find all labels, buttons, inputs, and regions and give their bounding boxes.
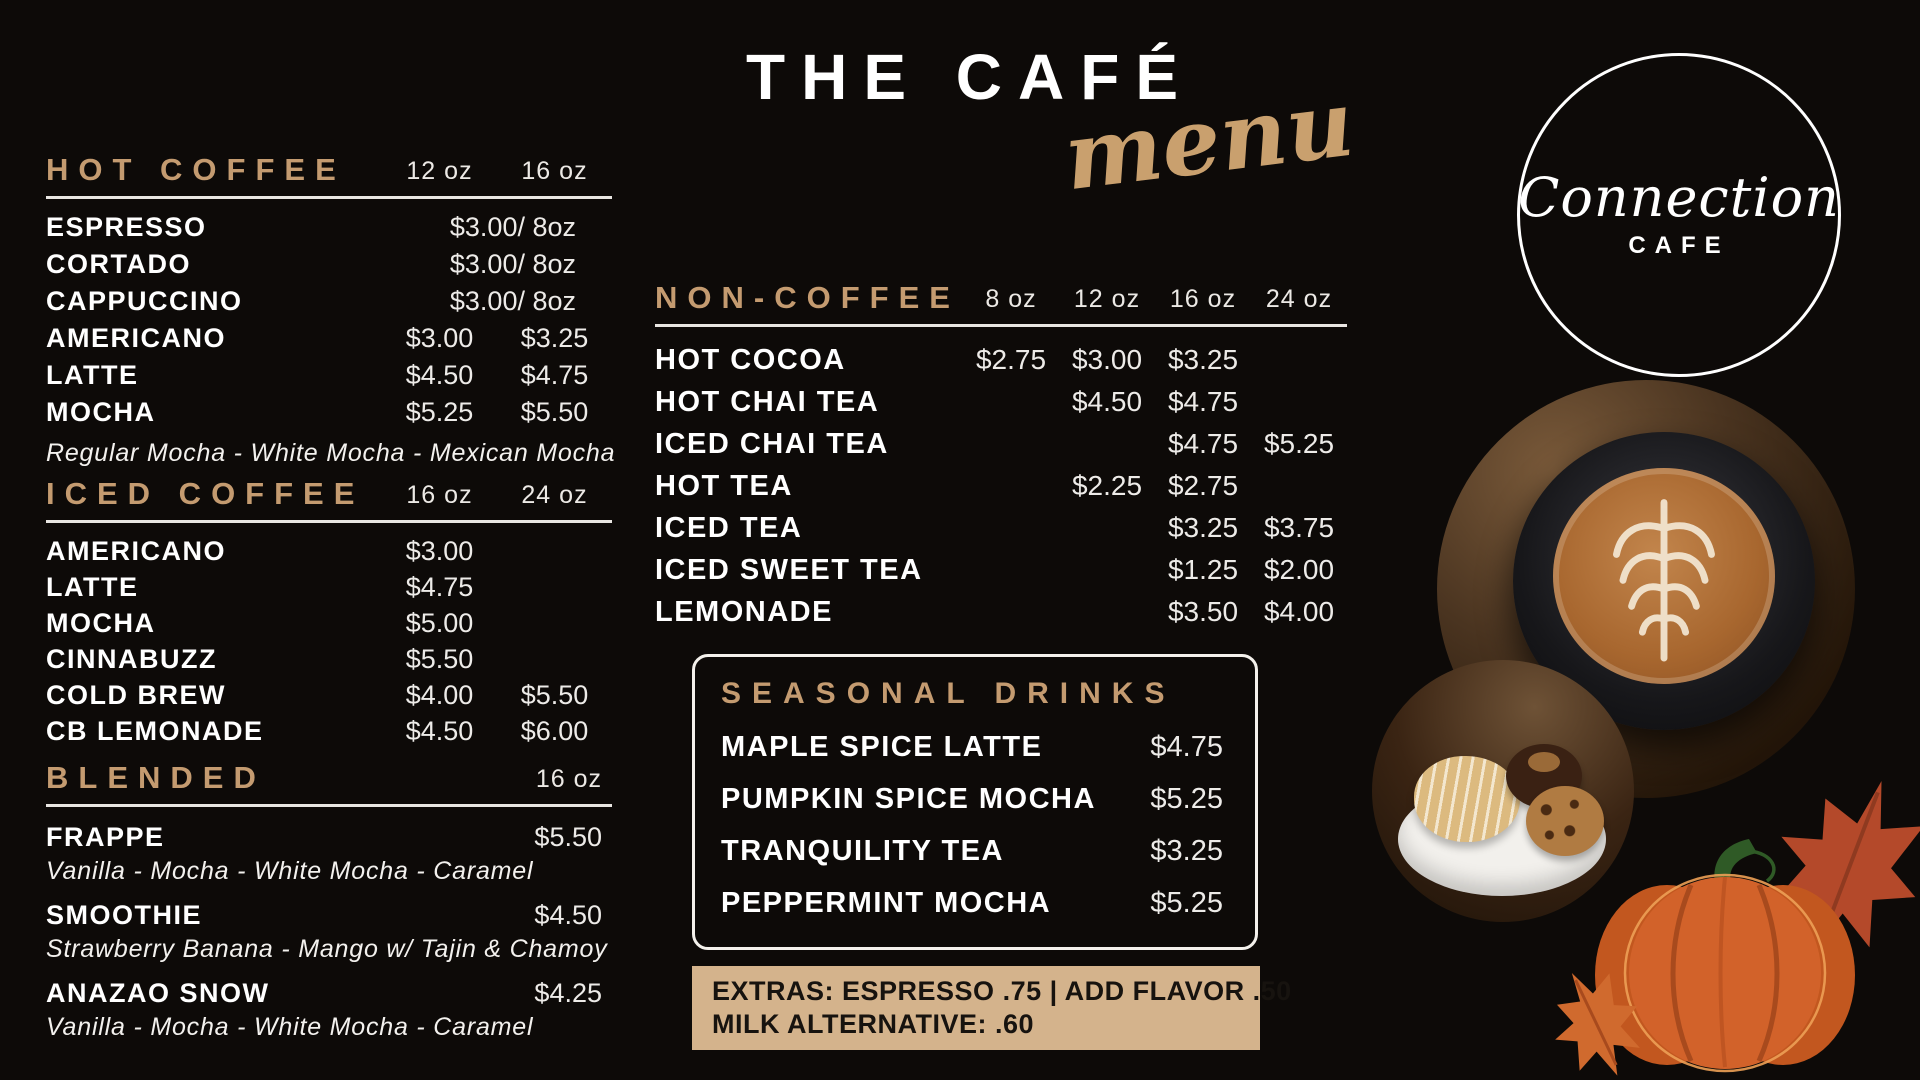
section-hot-coffee bbox=[46, 152, 616, 469]
item-price-24oz: $3.75 bbox=[1263, 512, 1335, 543]
divider bbox=[46, 804, 612, 807]
item-name: HOT CHAI TEA bbox=[655, 385, 880, 418]
divider bbox=[655, 324, 1347, 327]
item-price-16oz: $4.75 bbox=[1167, 386, 1239, 417]
item-price: $5.25 bbox=[1150, 886, 1223, 919]
item-price: $3.00/ 8oz bbox=[449, 286, 576, 316]
item-name: LATTE bbox=[46, 571, 139, 602]
page-title: THE CAFÉ bbox=[746, 41, 1194, 113]
item-price: $4.50 bbox=[534, 899, 602, 930]
item-price: $3.00/ 8oz bbox=[449, 249, 576, 279]
menu-item-row bbox=[46, 975, 612, 1011]
hot-coffee-items bbox=[46, 209, 612, 431]
item-name: SMOOTHIE bbox=[46, 899, 203, 930]
logo-tagline: CAFE bbox=[1628, 232, 1730, 260]
seasonal-drinks-box bbox=[692, 654, 1258, 950]
section-iced-coffee bbox=[46, 476, 612, 749]
menu-item-row bbox=[46, 819, 612, 855]
menu-item-row bbox=[721, 721, 1229, 773]
item-name: ICED CHAI TEA bbox=[655, 427, 889, 460]
divider bbox=[46, 196, 612, 199]
item-price-12oz: $4.50 bbox=[405, 360, 474, 390]
item-name: AMERICANO bbox=[46, 323, 226, 353]
size-label-16oz: 16 oz bbox=[406, 481, 473, 509]
item-price-16oz: $5.50 bbox=[520, 397, 589, 427]
item-name: PUMPKIN SPICE MOCHA bbox=[721, 782, 1096, 815]
item-price-16oz: $3.25 bbox=[1167, 512, 1239, 543]
item-price-24oz: $4.00 bbox=[1263, 596, 1335, 627]
hot-coffee-header bbox=[46, 152, 612, 188]
size-label-12oz: 12 oz bbox=[406, 157, 473, 185]
hot-coffee-title: HOT COFFEE bbox=[46, 152, 346, 187]
section-non-coffee bbox=[655, 280, 1347, 633]
menu-item-row bbox=[655, 423, 1347, 465]
item-name: MOCHA bbox=[46, 607, 156, 638]
item-name: MAPLE SPICE LATTE bbox=[721, 730, 1043, 763]
menu-item-row bbox=[721, 773, 1229, 825]
menu-item-row bbox=[655, 465, 1347, 507]
item-name: FRAPPE bbox=[46, 821, 165, 852]
item-name: CORTADO bbox=[46, 249, 191, 279]
item-price-16oz: $2.75 bbox=[1167, 470, 1239, 501]
divider bbox=[46, 520, 612, 523]
menu-item-row bbox=[46, 283, 612, 320]
item-name: CAPPUCCINO bbox=[46, 286, 243, 316]
blended-header bbox=[46, 760, 612, 796]
item-price-16oz: $4.50 bbox=[405, 715, 474, 746]
item-price-16oz: $4.75 bbox=[405, 571, 474, 602]
menu-item-row bbox=[655, 591, 1347, 633]
non-coffee-items bbox=[655, 339, 1347, 633]
non-coffee-title: NON-COFFEE bbox=[655, 280, 960, 315]
frappe-flavors-note: Vanilla - Mocha - White Mocha - Caramel bbox=[46, 857, 534, 885]
size-label-8oz: 8 oz bbox=[985, 285, 1037, 313]
menu-item-row bbox=[46, 209, 612, 246]
item-name: ICED TEA bbox=[655, 511, 803, 544]
item-name: PEPPERMINT MOCHA bbox=[721, 886, 1052, 919]
item-price: $5.25 bbox=[1150, 782, 1223, 815]
item-price: $4.75 bbox=[1150, 730, 1223, 763]
menu-item-row bbox=[46, 641, 612, 677]
item-price-12oz: $4.50 bbox=[1071, 386, 1143, 417]
iced-coffee-items bbox=[46, 533, 612, 749]
item-name: COLD BREW bbox=[46, 679, 226, 710]
item-price-16oz: $3.25 bbox=[1167, 344, 1239, 375]
menu-item-row bbox=[655, 339, 1347, 381]
size-label-16oz: 16 oz bbox=[1169, 285, 1237, 313]
item-price-24oz: $5.25 bbox=[1263, 428, 1335, 459]
anazao-flavors-note: Vanilla - Mocha - White Mocha - Caramel bbox=[46, 1013, 534, 1041]
item-name: CB LEMONADE bbox=[46, 715, 264, 746]
menu-script-word: menu bbox=[1058, 68, 1360, 212]
item-price-16oz: $5.50 bbox=[405, 643, 474, 674]
menu-item-row bbox=[46, 713, 612, 749]
menu-item-row bbox=[721, 825, 1229, 877]
menu-item-row bbox=[46, 394, 612, 431]
extras-line-1: EXTRAS: ESPRESSO .75 | ADD FLAVOR .50 bbox=[712, 976, 1292, 1006]
scone bbox=[1414, 756, 1520, 842]
iced-coffee-header bbox=[46, 476, 612, 512]
item-name: HOT TEA bbox=[655, 469, 793, 502]
extras-panel bbox=[692, 966, 1292, 1050]
item-price-16oz: $4.75 bbox=[520, 360, 589, 390]
size-label-24oz: 24 oz bbox=[521, 481, 588, 509]
item-name: ESPRESSO bbox=[46, 212, 207, 242]
menu-item-row bbox=[46, 320, 612, 357]
item-price-16oz: $3.50 bbox=[1167, 596, 1239, 627]
item-name: AMERICANO bbox=[46, 535, 226, 566]
extras-line-2: MILK ALTERNATIVE: .60 bbox=[712, 1009, 1035, 1039]
menu-item-row bbox=[655, 549, 1347, 591]
non-coffee-header bbox=[655, 280, 1347, 316]
item-name: LEMONADE bbox=[655, 595, 833, 628]
logo-name: Connection bbox=[1518, 165, 1840, 229]
item-price: $4.25 bbox=[534, 977, 602, 1008]
mocha-flavors-note: Regular Mocha - White Mocha - Mexican Mocha bbox=[46, 439, 616, 467]
size-label-16oz: 16 oz bbox=[535, 765, 602, 793]
size-label-16oz: 16 oz bbox=[521, 157, 588, 185]
item-name: ICED SWEET TEA bbox=[655, 553, 923, 586]
item-price-16oz: $1.25 bbox=[1167, 554, 1239, 585]
item-name: HOT COCOA bbox=[655, 343, 846, 376]
menu-item-row bbox=[46, 677, 612, 713]
item-price-24oz: $6.00 bbox=[520, 715, 589, 746]
smoothie-flavors-note: Strawberry Banana - Mango w/ Tajin & Chamoy bbox=[46, 935, 608, 963]
menu-item-row bbox=[655, 381, 1347, 423]
item-price-24oz: $2.00 bbox=[1263, 554, 1335, 585]
item-name: LATTE bbox=[46, 360, 139, 390]
item-price-12oz: $5.25 bbox=[405, 397, 474, 427]
item-price-12oz: $2.25 bbox=[1071, 470, 1143, 501]
menu-item-row bbox=[46, 246, 612, 283]
menu-item-row bbox=[721, 877, 1229, 929]
size-label-12oz: 12 oz bbox=[1073, 285, 1141, 313]
menu-item-row bbox=[46, 605, 612, 641]
item-price-16oz: $3.25 bbox=[520, 323, 589, 353]
item-name: CINNABUZZ bbox=[46, 643, 217, 674]
item-price: $3.25 bbox=[1150, 834, 1223, 867]
item-price-8oz: $2.75 bbox=[975, 344, 1047, 375]
item-price-24oz: $5.50 bbox=[520, 679, 589, 710]
seasonal-title: SEASONAL DRINKS bbox=[721, 677, 1176, 710]
item-price-12oz: $3.00 bbox=[1071, 344, 1143, 375]
item-price-12oz: $3.00 bbox=[405, 323, 474, 353]
item-name: MOCHA bbox=[46, 397, 156, 427]
blended-title: BLENDED bbox=[46, 760, 266, 795]
size-label-24oz: 24 oz bbox=[1265, 285, 1333, 313]
menu-item-row bbox=[46, 897, 612, 933]
item-name: TRANQUILITY TEA bbox=[721, 834, 1004, 867]
latte-rosetta-icon bbox=[1553, 468, 1775, 684]
pumpkin-and-leaves-illustration bbox=[1530, 768, 1920, 1080]
latte-art-surface bbox=[1553, 468, 1775, 684]
menu-item-row bbox=[46, 533, 612, 569]
item-price-16oz: $4.75 bbox=[1167, 428, 1239, 459]
menu-item-row bbox=[655, 507, 1347, 549]
section-blended bbox=[46, 760, 612, 1043]
item-price: $3.00/ 8oz bbox=[449, 212, 576, 242]
iced-coffee-title: ICED COFFEE bbox=[46, 476, 365, 511]
menu-item-row bbox=[46, 569, 612, 605]
item-price: $5.50 bbox=[534, 821, 602, 852]
menu-item-row bbox=[46, 357, 612, 394]
connection-cafe-logo bbox=[1517, 53, 1841, 377]
item-name: ANAZAO SNOW bbox=[46, 977, 270, 1008]
item-price-16oz: $4.00 bbox=[405, 679, 474, 710]
item-price-16oz: $5.00 bbox=[405, 607, 474, 638]
item-price-16oz: $3.00 bbox=[405, 535, 474, 566]
